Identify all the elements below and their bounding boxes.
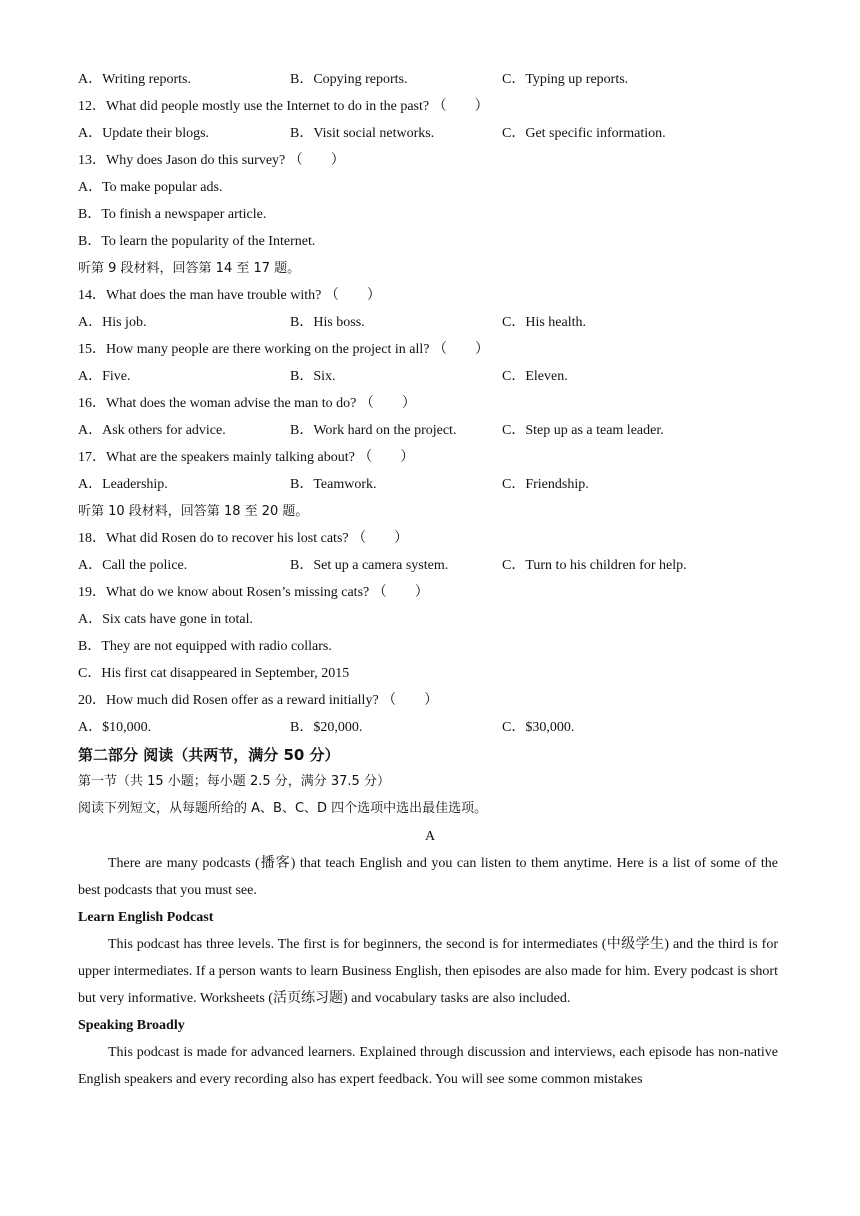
section-10-instruction: 听第 10 段材料，回答第 18 至 20 题。 — [78, 504, 309, 519]
q15-options — [78, 367, 782, 387]
q18-option-b: B．Set up a camera system. — [290, 558, 449, 573]
q18-stem: 18．What did Rosen do to recover his lost cats? （ ） — [78, 531, 409, 546]
q12-option-a: A．Update their blogs. — [78, 126, 210, 141]
q17-stem: 17．What are the speakers mainly talking about? （ ） — [78, 450, 415, 465]
q20-option-c: C．$30,000. — [502, 720, 575, 735]
q14-option-a: A．His job. — [78, 315, 147, 330]
q13-option-b: B．To finish a newspaper article. — [78, 207, 267, 222]
passage-letter: A — [424, 829, 436, 844]
heading-learn-english-podcast: Learn English Podcast — [78, 910, 214, 925]
q18-option-c: C．Turn to his children for help. — [502, 558, 687, 573]
q17-options — [78, 475, 782, 495]
q14-stem: 14．What does the man have trouble with? （ ） — [78, 288, 381, 303]
q14-option-c: C．His health. — [502, 315, 586, 330]
q15-option-a: A．Five. — [78, 369, 131, 384]
part-2-title: 第二部分 阅读（共两节，满分 50 分） — [78, 746, 340, 764]
q15-option-c: C．Eleven. — [502, 369, 568, 384]
q12-option-b: B．Visit social networks. — [290, 126, 435, 141]
q14-option-b: B．His boss. — [290, 315, 365, 330]
q16-option-c: C．Step up as a team leader. — [502, 423, 664, 438]
section-9-instruction: 听第 9 段材料，回答第 14 至 17 题。 — [78, 261, 301, 276]
q19-stem: 19．What do we know about Rosen’s missing cats? （ ） — [78, 585, 429, 600]
q14-options — [78, 313, 782, 333]
q13-option-c: B．To learn the popularity of the Internet. — [78, 234, 316, 249]
q12-options — [78, 124, 782, 144]
q12-option-c: C．Get specific information. — [502, 126, 666, 141]
q11-option-a: A．Writing reports. — [78, 72, 191, 87]
q20-stem: 20．How much did Rosen offer as a reward initially? （ ） — [78, 693, 439, 708]
q11-option-c: C．Typing up reports. — [502, 72, 629, 87]
q19-option-b: B．They are not equipped with radio collars. — [78, 639, 332, 654]
q19-option-a: A．Six cats have gone in total. — [78, 612, 253, 627]
q17-option-c: C．Friendship. — [502, 477, 589, 492]
q20-options — [78, 718, 782, 738]
q12-stem: 12．What did people mostly use the Internet to do in the past? （ ） — [78, 99, 489, 114]
q18-option-a: A．Call the police. — [78, 558, 188, 573]
q16-option-b: B．Work hard on the project. — [290, 423, 457, 438]
reading-instructions: 阅读下列短文，从每题所给的 A、B、C、D 四个选项中选出最佳选项。 — [78, 801, 488, 816]
section-1-note: 第一节（共 15 小题；每小题 2.5 分，满分 37.5 分） — [78, 774, 390, 789]
q17-option-b: B．Teamwork. — [290, 477, 377, 492]
q20-option-a: A．$10,000. — [78, 720, 152, 735]
q15-option-b: B．Six. — [290, 369, 336, 384]
paragraph-learn-english-podcast: This podcast has three levels. The first is for beginners, the second is for intermediates (中级学生) and the third is for upper intermediates. If a person wants to learn Business English, then episodes are also made for him. Every podcast is short but very informative. Worksheets (活页练习题) and vocabulary tasks are also included. — [78, 937, 778, 1006]
heading-speaking-broadly: Speaking Broadly — [78, 1018, 185, 1033]
q18-options — [78, 556, 782, 576]
q15-stem: 15．How many people are there working on the project in all? （ ） — [78, 342, 489, 357]
q16-options — [78, 421, 782, 441]
q13-stem: 13．Why does Jason do this survey? （ ） — [78, 153, 345, 168]
q11-option-b: B．Copying reports. — [290, 72, 408, 87]
paragraph-speaking-broadly: This podcast is made for advanced learners. Explained through discussion and interviews, each episode has non-native English speakers and every recording also has expert feedback. You will see some common mistakes — [78, 1045, 778, 1087]
q16-option-a: A．Ask others for advice. — [78, 423, 226, 438]
passage-intro: There are many podcasts (播客) that teach English and you can listen to them anytime. Here is a list of some of the best podcasts that you must see. — [78, 856, 778, 898]
q17-option-a: A．Leadership. — [78, 477, 168, 492]
q16-stem: 16．What does the woman advise the man to do? （ ） — [78, 396, 416, 411]
q20-option-b: B．$20,000. — [290, 720, 363, 735]
q11-options — [78, 70, 782, 90]
q13-option-a: A．To make popular ads. — [78, 180, 223, 195]
q19-option-c: C．His first cat disappeared in September, 2015 — [78, 666, 350, 681]
